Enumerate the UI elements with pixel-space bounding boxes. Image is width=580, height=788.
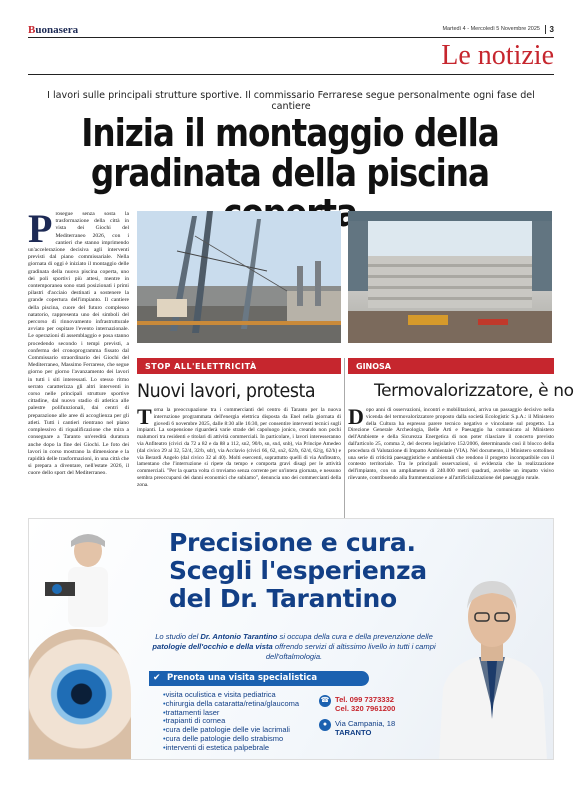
box-left-dropcap: T (137, 407, 152, 429)
box-left-body-text: orna la preoccupazione tra i commercianti del centro di Taranto per la nuova interruzione programmata dell'energia elettrica disposta da Enel nella giornata di giovedì 6 novembre 2025, dalle 8:30 alle 16:30, per consentire interventi tecnici sugli impianti. La sospensione riguarderà varie strade del capoluogo jonico, creando non pochi malumori tra residenti e titolari di attività commerciali. In particolare, i lavori interesseranno via Anfiteatro (civici da 72 a 82 e da 88 a 112, sn2, 90/b, sn, sn4, snb), via Principe Amedeo (dal civico 29 al 32, 52/4, 32/b, sdr), via Acclavio (civici 66, 62, sn2, 62/b, 62/d, 62/g, 62/h) e via Berardi Angelo (dal civico 32 al 40). Molti esercenti, soprattutto quelli di via Anfiteatro, lamentano che l'interruzione si ripete da tempo e comporta gravi disagi per le attività commerciali. "Per la quarta volta ci troviamo senza corrente per un'intera giornata, e nessuno sembra preoccuparsi dei danni economici che subiamo", denuncia uno dei commercianti della zona. (137, 407, 341, 488)
address-city: TARANTO (335, 728, 372, 737)
phone-row[interactable] (319, 695, 395, 713)
service-item: • trattamenti laser (163, 709, 299, 718)
service-item: • interventi di estetica palpebrale (163, 744, 299, 753)
box-right-dropcap: D (348, 407, 364, 429)
location-pin-icon: ● (319, 719, 331, 731)
eye-close-up-image (28, 629, 131, 759)
service-item: • visita oculistica e visita pediatrica (163, 691, 299, 700)
headline-line-1: Inizia il montaggio della (81, 111, 499, 155)
article-body-text: rosegue senza sosta la trasformazione della città in vista dei Giochi del Mediterraneo 2026, con i cantieri che stanno imprimendo un'accelerazione decisiva agli interventi previsti dal piano commissariale. Nella giornata di oggi è iniziato il montaggio delle gradinata della nuova piscina coperta, uno dei poli sportivi più attesi, mentre in contemporanea sono stati posizionati i primi pilastri d'acciaio destinati a sostenere la grande copertura dell'impianto. Il cantiere della piscina, cuore del futuro complesso natatorio, rappresenta uno dei simboli del percorso di rinnovamento infrastrutturale avviato per ospitare l'evento internazionale. Le operazioni di assemblaggio e posa stanno procedendo secondo i tempi previsti, a conferma del cronoprogramma fissato dal Commissario straordinario dei Giochi del Mediterraneo, Massimo Ferrarese, che segue giorno per giorno l'avanzamento dei lavori in tutti i siti interessati. Lo stesso ritmo serrato caratterizza gli altri interventi in corso nelle principali strutture sportive cittadine, dal nuovo stadio di atletica alle palestre polifunzionali, dai centri di preparazione alle aree di accoglienza per gli atleti. Tutti i cantieri rientrano nel piano complessivo di riqualificazione che mira a consegnare a Taranto un'eredità duratura anche dopo la fine dei Giochi. Le foto dei lavori in corso mostrano la dimensione e la rapidità delle trasformazioni, in una città che si prepara a diventare, nell'estate 2026, il cuore dello sport del Mediterraneo. (28, 211, 129, 477)
section-divider (28, 74, 554, 75)
headline-line-2: gradinata della piscina (90, 151, 490, 195)
box-left-body (137, 407, 341, 513)
ad-contact (319, 695, 395, 743)
address-street: Via Campania, 18 (335, 719, 396, 728)
service-item: • chirurgia della cataratta/retina/glaucoma (163, 700, 299, 709)
issue-date: Martedì 4 - Mercoledì 5 Novembre 2025 (442, 26, 540, 32)
page-number: 3 (545, 25, 554, 34)
article-subtitle: I lavori sulle principali strutture sportive. Il commissario Ferrarese segue personalmente ogni fase del cantiere (47, 90, 535, 112)
box-right-body-text: opo anni di osservazioni, incontri e mobilitazioni, arriva un passaggio decisivo nella vicenda del termovalorizzatore proposto dalla società Ecologistic S.p.A.: il Ministero della Cultura ha espresso parere tecnico negativo e vincolante sul progetto. La Direzione Generale Archeologia, Belle Arti e Paesaggio ha comunicato al Ministero dell'Ambiente e della Sicurezza Energetica di non poter rilasciare il concerto previsto dall'articolo 25, comma 2, del decreto legislativo 152/2006, determinando così il blocco della procedura di Valutazione di Impatto Ambientale (VIA). Nel documento, il Ministero sottolinea una serie di criticità paesaggistiche e ambientali che rendono il progetto incompatibile con il contesto territoriale. Tra le principali osservazioni, si evidenzia che la realizzazione dell'impianto, con un ampliamento di 240.000 metri quadrati, avrebbe un impatto visivo rilevante, contribuendo alla frammentazione e all'artificializzazione del paesaggio rurale. (348, 407, 554, 481)
advertisement-tarantino[interactable] (28, 518, 554, 760)
box-right-body (348, 407, 554, 513)
service-item: • cura delle patologie delle vie lacrimali (163, 726, 299, 735)
box-right-tag: GINOSA (348, 358, 554, 374)
steel-pillars-image (137, 211, 341, 343)
ad-intro: Lo studio del Dr. Antonio Tarantino si occupa della cura e della prevenzione delle patologie dell'occhio e della vista offrendo servizi di altissimo livello in tutti i campi dell'oftalmologia. (152, 632, 436, 661)
photo-grandstand (348, 211, 552, 343)
phone-icon: ☎ (319, 695, 331, 707)
service-item: • trapianti di cornea (163, 717, 299, 726)
doctor-examining-patient-image (43, 527, 133, 627)
ad-headline-3: del Dr. Tarantino (169, 584, 397, 613)
box-left-tag: STOP ALL'ELETTRICITÀ (137, 358, 341, 374)
column-divider (344, 358, 345, 518)
article-body (28, 211, 129, 517)
newspaper-logo[interactable]: Buonasera (28, 24, 79, 36)
book-visit-button[interactable]: ✔ Prenota una visita specialistica (149, 671, 369, 686)
section-title: Le notizie (441, 40, 554, 71)
mobile-number[interactable]: Cel. 320 7961200 (335, 704, 396, 713)
ad-headline-1: Precisione e cura. (169, 528, 416, 557)
page-header (28, 26, 554, 38)
check-icon: ✔ (153, 673, 161, 683)
ad-headline (169, 529, 427, 613)
ad-headline-2: Scegli l'esperienza (169, 556, 427, 585)
grandstand-image (348, 211, 552, 343)
address-row (319, 719, 395, 737)
box-right-title: Termovalorizzatore, è no (374, 381, 574, 401)
phone-number[interactable]: Tel. 099 7373332 (335, 695, 394, 704)
box-left-title: Nuovi lavori, protesta (137, 380, 316, 402)
services-list (163, 691, 299, 753)
doctor-portrait-image (429, 569, 554, 760)
service-item: • cura delle patologie dello strabismo (163, 735, 299, 744)
article-dropcap: P (28, 211, 53, 251)
box-stop-elettricita (137, 358, 341, 513)
box-ginosa (348, 358, 574, 513)
photo-steel-pillars (137, 211, 341, 343)
ad-doctor-name: Dr. Antonio Tarantino (200, 632, 278, 641)
